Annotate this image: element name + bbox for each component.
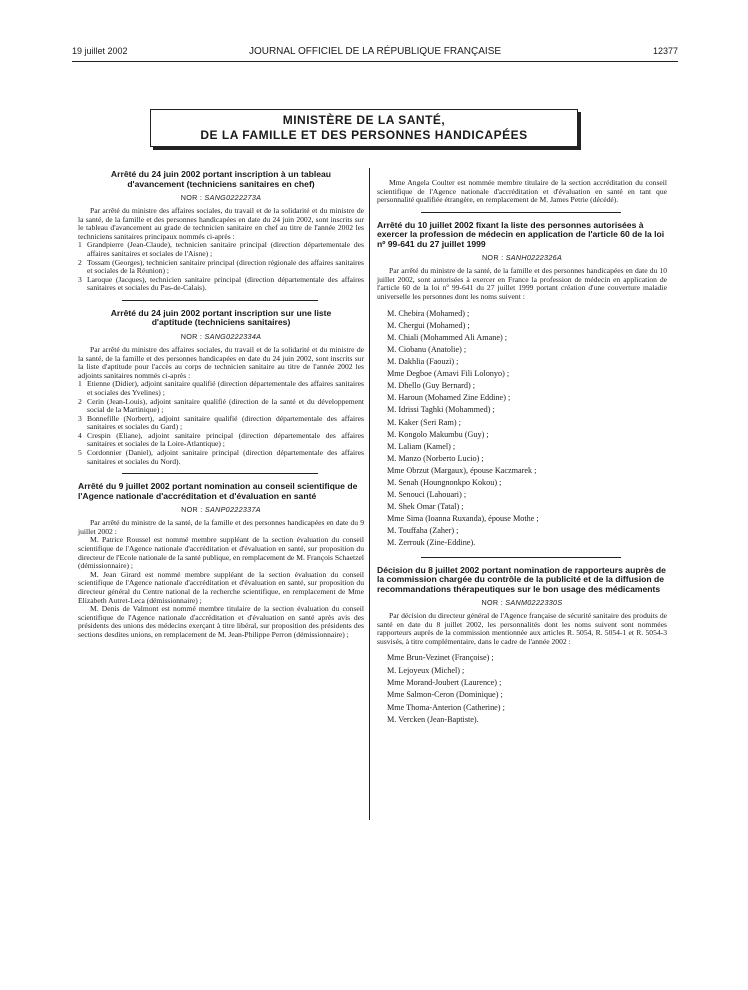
article-title: Arrêté du 9 juillet 2002 portant nomination au conseil scientifique de l'Agence nationale d'accréditation et d'évaluation en santé: [78, 481, 358, 501]
list-item: 5 Cordonnier (Daniel), adjoint sanitaire principal (direction départementale des affaires sanitaires et sociales du Nord).: [78, 448, 364, 466]
list-item: Mme Degboe (Amavi Fili Lolonyo) ;: [387, 369, 510, 379]
article-3: [78, 482, 364, 639]
list-item: M. Senah (Houngnonkpo Kokou) ;: [387, 477, 502, 487]
nor-reference: NOR : SANM0222330S: [481, 598, 563, 608]
article-title: Arrêté du 24 juin 2002 portant inscription à un tableau d'avancement (techniciens sanitaires en chef): [110, 169, 332, 189]
article-paragraph: Mme Angela Coulter est nommée membre titulaire de la section accréditation du conseil scientifique de l'Agence nationale d'accréditation et d'évaluation en santé en tant que personnalité qualifiée étrangère, en remplacement de M. James Petrie (décédé).: [377, 178, 667, 205]
left-column: [78, 170, 364, 640]
page-number: 12377: [652, 46, 678, 56]
names-list: [377, 308, 667, 550]
list-item: M. Kaker (Seri Ram) ;: [387, 417, 461, 427]
list-item: M. Vercken (Jean-Baptiste).: [387, 714, 479, 724]
page-header: [72, 46, 678, 62]
list-item: M. Shek Omar (Tatal) ;: [387, 502, 464, 512]
article-5: [377, 566, 667, 727]
article-paragraph: Par arrêté du ministre de la santé, de la famille et des personnes handicapées en date du 9 juillet 2002 :: [78, 518, 364, 536]
list-item: Mme Obrzut (Margaux), épouse Kaczmarek ;: [387, 465, 537, 475]
column-separator: [369, 168, 370, 820]
list-item: M. Ciobanu (Anatolie) ;: [387, 344, 467, 354]
article-divider: [421, 212, 621, 213]
names-list: [377, 652, 667, 726]
ministry-line-2: DE LA FAMILLE ET DES PERSONNES HANDICAPÉES: [200, 128, 528, 142]
header-date: 19 juillet 2002: [72, 46, 128, 56]
list-item: 1 Etienne (Didier), adjoint sanitaire qualifié (direction départementale des affaires sanitaires et sociales des Yvelines) ;: [78, 379, 364, 397]
list-item: Mme Salmon-Ceron (Dominique) ;: [387, 690, 503, 700]
list-item: M. Manzo (Norberto Lucio) ;: [387, 453, 484, 463]
article-divider: [122, 300, 318, 301]
list-item: 3 Laroque (Jacques), technicien sanitaire principal (direction départementale des affaires sanitaires et sociales du Pas-de-Calais).: [78, 274, 364, 293]
nor-code: SANG0222273A: [204, 193, 262, 202]
nor-reference: NOR : SANG0222334A: [180, 331, 262, 341]
list-item: 3 Bonnefille (Norbert), adjoint sanitaire qualifié (direction départementale des affaires sanitaires et sociales du Gard) ;: [78, 413, 364, 432]
list-item: Mme Sima (Ioanna Ruxanda), épouse Mothe ;: [387, 514, 539, 524]
list-item: 4 Crespin (Eliane), adjoint sanitaire principal (direction départementale des affaires sanitaires et sociales de la Loire-Atlantique) ;: [78, 430, 364, 449]
nor-reference: NOR : SANP0222337A: [181, 505, 261, 515]
list-item: 2 Cerin (Jean-Louis), adjoint sanitaire qualifié (direction de la santé et du développement social de la Martinique) ;: [78, 396, 364, 415]
list-item: M. Zerrouk (Zine-Eddine).: [387, 538, 476, 548]
list-item: M. Dhello (Guy Bernard) ;: [387, 381, 475, 391]
nor-reference: NOR : SANG0222273A: [180, 193, 262, 202]
list-item: Mme Brun-Vezinet (Françoise) ;: [387, 653, 494, 663]
article-title: Décision du 8 juillet 2002 portant nomination de rapporteurs auprès de la commission chargée du contrôle de la publicité et de la diffusion de recommandations thérapeutiques sur le bon usage des médicaments: [377, 564, 666, 594]
header-rule: [72, 61, 678, 62]
list-item: M. Chergui (Mohamed) ;: [387, 320, 470, 330]
right-column: [377, 179, 667, 726]
nor-code: SANP0222337A: [204, 505, 261, 515]
article-divider: [122, 473, 318, 474]
list-item: 1 Grandpierre (Jean-Claude), technicien sanitaire principal (direction départementale des affaires sanitaires et sociales de l'Aisne) ;: [78, 240, 364, 258]
list-item: Mme Thoma-Anterion (Catherine) ;: [387, 702, 505, 712]
article-paragraph: M. Patrice Roussel est nommé membre suppléant de la section évaluation du conseil scientifique de l'Agence nationale d'accréditation et d'évaluation en santé, sur proposition du directeur de l'Ecole nationale de la santé publique, en remplacement de M. François Schaetzel (démissionnaire) ;: [78, 535, 364, 571]
nor-code: SANG0222334A: [204, 331, 262, 341]
list-item: M. Senouci (Lahouari) ;: [387, 490, 467, 500]
article-4: [377, 221, 667, 550]
article-2: [78, 309, 364, 466]
ministry-box: [150, 109, 578, 147]
article-1: [78, 170, 364, 293]
article-intro: Par arrêté du ministre des affaires sociales, du travail et de la solidarité et du ministre de la santé, de la famille et des personnes handicapées en date du 24 juin 2002, sont inscrits sur le tableau d'avancement au grade de technicien sanitaire en chef au titre de l'année 2002 les techniciens sanitaires principaux nommés ci-après :: [78, 206, 364, 241]
list-item: M. Chebira (Mohamed) ;: [387, 308, 470, 318]
list-item: M. Idrissi Taghki (Mohammed) ;: [387, 405, 495, 415]
list-item: M. Touffaha (Zaher) ;: [387, 526, 459, 536]
article-title: Arrêté du 10 juillet 2002 fixant la liste des personnes autorisées à exercer la profession de médecin en application de l'article 60 de la loi nº 99-641 du 27 juillet 1999: [377, 219, 665, 249]
list-item: M. Dakhlia (Faouzi) ;: [387, 357, 459, 367]
ministry-line-1: MINISTÈRE DE LA SANTÉ,: [282, 113, 446, 127]
article-intro: Par arrêté du ministre de la santé, de la famille et des personnes handicapées en date du 10 juillet 2002, sont autorisées à exercer en France la profession de médecin en application de l'article 60 de la loi nº 99-641 du 27 juillet 1999 portant création d'une couverture maladie universelle les personnes dont les noms suivent :: [377, 266, 667, 302]
article-paragraph: M. Jean Girard est nommé membre suppléant de la section évaluation du conseil scientifique de l'Agence nationale d'accréditation et d'évaluation en santé, sur proposition du directeur général du Centre national de la recherche scientifique, en remplacement de Mme Elizabeth Autret-Leca (démissionnaire) ;: [78, 569, 364, 605]
list-item: M. Chiali (Mohammed Ali Amane) ;: [387, 332, 508, 342]
list-item: Mme Morand-Joubert (Laurence) ;: [387, 678, 502, 687]
journal-title: JOURNAL OFFICIEL DE LA RÉPUBLIQUE FRANÇAISE: [248, 46, 502, 57]
list-item: M. Haroun (Mohamed Zine Eddine) ;: [387, 393, 511, 403]
article-divider: [421, 557, 621, 558]
nor-code: SANH0222326A: [505, 253, 563, 263]
list-item: M. Laliam (Kamel) ;: [387, 441, 456, 451]
list-item: M. Lejoyeux (Michel) ;: [387, 665, 465, 675]
article-intro: Par arrêté du ministre des affaires sociales, du travail et de la solidarité et du ministre de la santé, de la famille et des personnes handicapées en date du 24 juin 2002, sont inscrits sur la liste d'aptitude pour l'accès au corps de technicien sanitaire au titre de l'année 2002 les adjoints sanitaires nommés ci-après :: [78, 344, 364, 380]
list-item: M. Kongolo Makumbu (Guy) ;: [387, 429, 489, 439]
nor-code: SANM0222330S: [505, 598, 563, 608]
article-paragraph: M. Denis de Valmont est nommé membre titulaire de la section évaluation du conseil scientifique de l'Agence nationale d'accréditation et d'évaluation en santé après avis des présidents des unions des médecins exerçant à titre libéral, sur proposition des présidents des sections desdites unions, en remplacement de M. Jean-Philippe Perron (démissionnaire) ;: [78, 604, 364, 639]
article-title: Arrêté du 24 juin 2002 portant inscription sur une liste d'aptitude (techniciens sanitaires): [110, 307, 332, 328]
nor-reference: NOR : SANH0222326A: [481, 253, 563, 263]
article-intro: Par décision du directeur général de l'Agence française de sécurité sanitaire des produits de santé en date du 8 juillet 2002, les personnalités dont les noms suivent sont nommées rapporteurs auprès de la commission mentionnée aux articles R. 5054, R. 5054-1 et R. 5054-3 susvisés, à titre complémentaire, dans le cadre de l'année 2002 :: [377, 611, 667, 646]
list-item: 2 Tossam (Georges), technicien sanitaire principal (direction régionale des affaires sanitaires et sociales de la Réunion) ;: [78, 257, 364, 276]
